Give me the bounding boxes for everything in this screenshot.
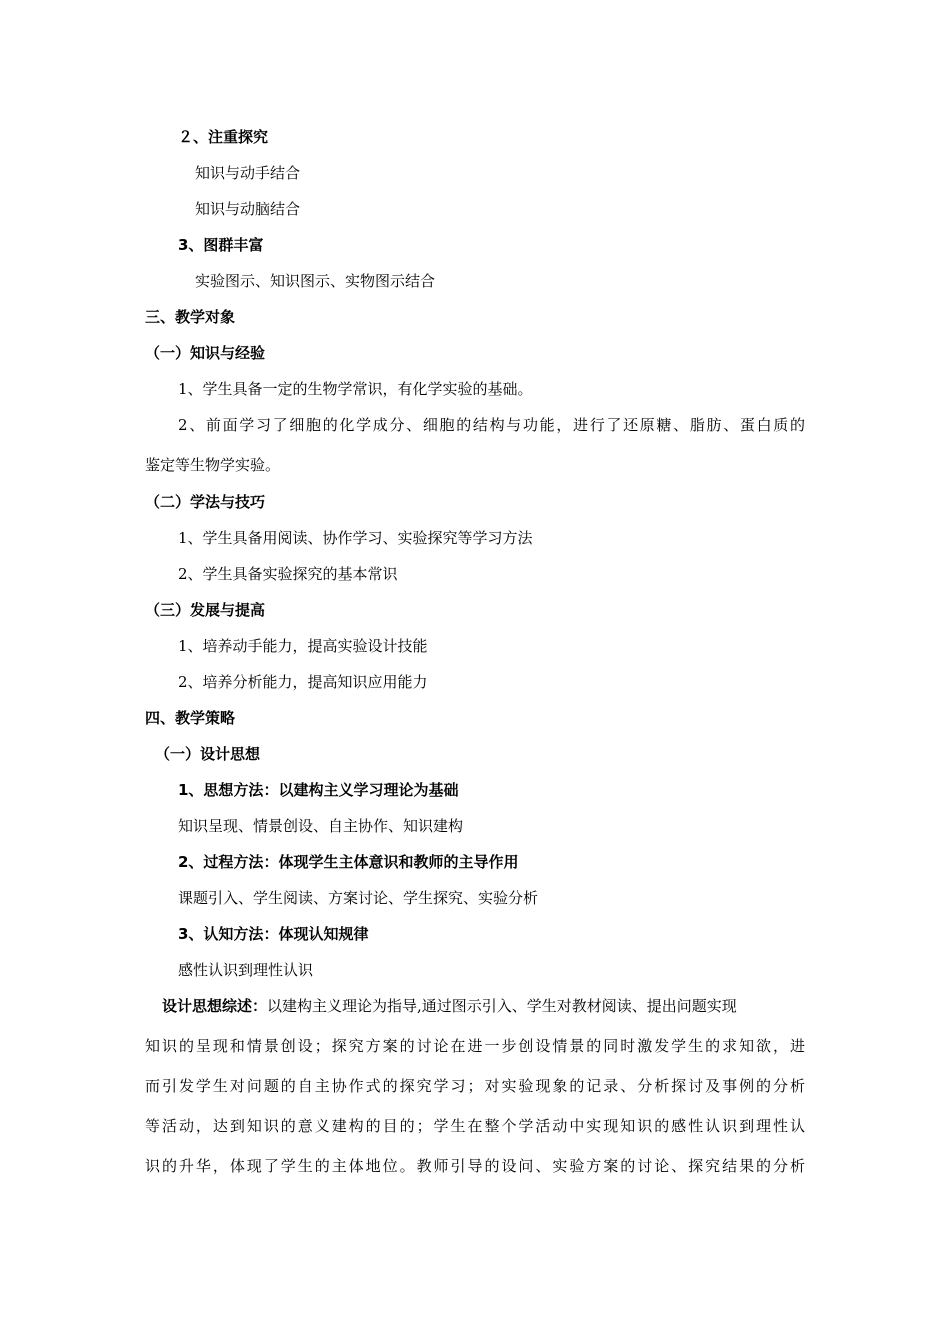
subsection-design-idea: （一）设计思想 (155, 745, 261, 763)
section-heading-teaching-object: 三、教学对象 (145, 308, 236, 326)
paragraph-prior-learning: 2、前面学习了细胞的化学成分、细胞的结构与功能，进行了还原糖、脂肪、蛋白质的 (178, 416, 805, 434)
summary-line-4: 等活动，达到知识的意义建构的目的；学生在整个学活动中实现知识的感性认识到理性认 (145, 1117, 805, 1135)
paragraph-prior-learning-cont: 鉴定等生物学实验。 (145, 456, 281, 474)
paragraph-learning-methods: 1、学生具备用阅读、协作学习、实验探究等学习方法 (178, 529, 533, 547)
paragraph-process-steps: 课题引入、学生阅读、方案讨论、学生探究、实验分析 (178, 889, 539, 907)
summary-line-2: 知识的呈现和情景创设；探究方案的讨论在进一步创设情景的同时激发学生的求知欲，进 (145, 1037, 805, 1055)
summary-line-1 (162, 996, 805, 1016)
subsection-knowledge-experience: （一）知识与经验 (145, 344, 266, 362)
subheading-rich-figures: 3、图群丰富 (178, 236, 264, 254)
paragraph-brain-on: 知识与动脑结合 (195, 200, 301, 218)
summary-line-3: 而引发学生对问题的自主协作式的探究学习；对实验现象的记录、分析探讨及事例的分析 (145, 1077, 805, 1095)
paragraph-cognitive-steps: 感性认识到理性认识 (178, 961, 314, 979)
subsection-development: （三）发展与提高 (145, 601, 266, 619)
paragraph-student-basics: 1、学生具备一定的生物学常识，有化学实验的基础。 (178, 380, 533, 398)
paragraph-figure-types: 实验图示、知识图示、实物图示结合 (195, 272, 436, 290)
subheading-focus-inquiry: ２、注重探究 (178, 128, 269, 146)
paragraph-hands-on: 知识与动手结合 (195, 164, 301, 182)
subheading-process-method: 2、过程方法：体现学生主体意识和教师的主导作用 (178, 853, 519, 871)
summary-text-1: 以建构主义理论为指导,通过图示引入、学生对教材阅读、提出问题实现 (267, 997, 737, 1015)
paragraph-analysis-ability: 2、培养分析能力，提高知识应用能力 (178, 673, 428, 691)
subheading-cognitive-method: 3、认知方法：体现认知规律 (178, 925, 369, 943)
paragraph-hands-on-ability: 1、培养动手能力，提高实验设计技能 (178, 637, 428, 655)
summary-line-5: 识的升华，体现了学生的主体地位。教师引导的设问、实验方案的讨论、探究结果的分析 (145, 1157, 805, 1175)
summary-label: 设计思想综述： (162, 997, 268, 1015)
subheading-thinking-method: 1、思想方法：以建构主义学习理论为基础 (178, 781, 459, 799)
section-heading-strategy: 四、教学策略 (145, 709, 236, 727)
paragraph-inquiry-knowledge: 2、学生具备实验探究的基本常识 (178, 565, 398, 583)
subsection-methods-skills: （二）学法与技巧 (145, 493, 266, 511)
paragraph-thinking-steps: 知识呈现、情景创设、自主协作、知识建构 (178, 817, 464, 835)
